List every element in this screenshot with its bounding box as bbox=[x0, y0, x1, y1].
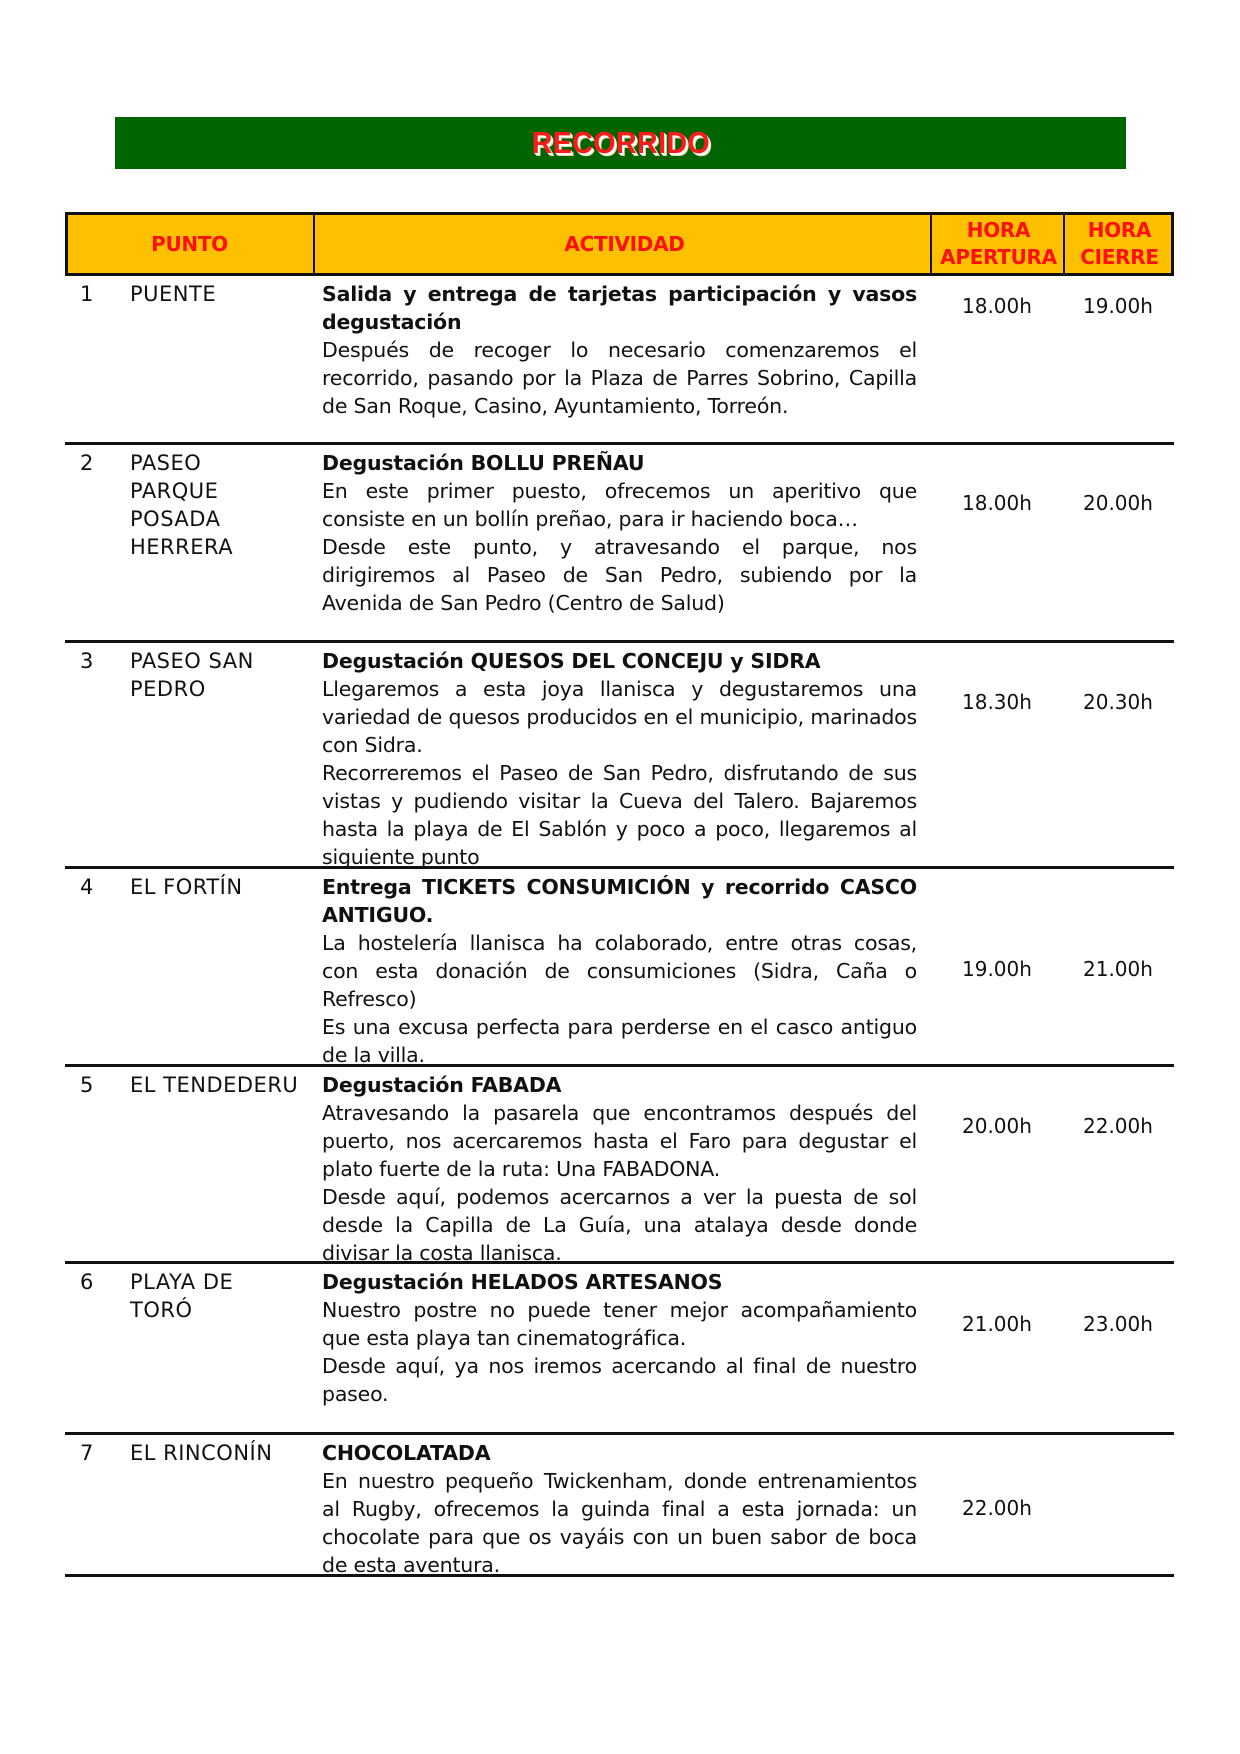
punto-line: TORÓ bbox=[130, 1298, 193, 1322]
header-punto-label: PUNTO bbox=[151, 231, 228, 256]
punto-line: PASEO SAN bbox=[130, 649, 254, 673]
hora-apertura: 18.00h bbox=[962, 294, 1032, 318]
hora-cierre: 21.00h bbox=[1083, 957, 1153, 981]
punto-line: PARQUE bbox=[130, 479, 219, 503]
row-actividad bbox=[322, 873, 917, 1069]
actividad-title: Entrega TICKETS CONSUMICIÓN y recorrido CASCO ANTIGUO. bbox=[322, 875, 917, 927]
actividad-description: Desde este punto, y atravesando el parque, nos dirigiremos al Paseo de San Pedro, subiendo por la Avenida de San Pedro (Centro de Salud) bbox=[322, 535, 917, 615]
punto-line: POSADA bbox=[130, 507, 221, 531]
page-title: RECORRIDO bbox=[531, 125, 710, 160]
row-actividad bbox=[322, 449, 917, 617]
actividad-description: Llegaremos a esta joya llanisca y degustaremos una variedad de quesos producidos en el municipio, marinados con Sidra. bbox=[322, 677, 917, 757]
punto-line: PEDRO bbox=[130, 677, 206, 701]
actividad-description: En nuestro pequeño Twickenham, donde entrenamientos al Rugby, ofrecemos la guinda final a esta jornada: un chocolate para que os vayáis con un buen sabor de boca de esta aventura. bbox=[322, 1469, 917, 1577]
punto-line: EL TENDEDERU bbox=[130, 1073, 299, 1097]
actividad-description: Desde aquí, ya nos iremos acercando al final de nuestro paseo. bbox=[322, 1354, 917, 1406]
punto-line: HERRERA bbox=[130, 535, 234, 559]
table-row bbox=[65, 869, 1174, 1067]
table-row bbox=[65, 643, 1174, 869]
table-row bbox=[65, 1435, 1174, 1577]
hora-cierre: 20.00h bbox=[1083, 491, 1153, 515]
row-number: 2 bbox=[80, 451, 94, 475]
hora-apertura: 20.00h bbox=[962, 1114, 1032, 1138]
punto-line: PLAYA DE bbox=[130, 1270, 234, 1294]
row-actividad bbox=[322, 1071, 917, 1267]
hora-apertura: 18.00h bbox=[962, 491, 1032, 515]
row-actividad bbox=[322, 280, 917, 420]
row-punto bbox=[130, 1268, 310, 1324]
route-table bbox=[65, 212, 1174, 1577]
header-hora-cierre bbox=[1063, 215, 1174, 273]
header-apertura-line2: APERTURA bbox=[940, 245, 1057, 269]
hora-cierre: 23.00h bbox=[1083, 1312, 1153, 1336]
title-bar bbox=[115, 117, 1126, 169]
actividad-description: Recorreremos el Paseo de San Pedro, disfrutando de sus vistas y pudiendo visitar la Cueva del Talero. Bajaremos hasta la playa de El Sablón y poco a poco, llegaremos al siguiente punto bbox=[322, 761, 917, 869]
row-punto bbox=[130, 280, 310, 308]
header-actividad-label: ACTIVIDAD bbox=[564, 231, 685, 256]
actividad-title: Degustación HELADOS ARTESANOS bbox=[322, 1270, 723, 1294]
hora-apertura: 22.00h bbox=[962, 1496, 1032, 1520]
hora-apertura: 18.30h bbox=[962, 690, 1032, 714]
table-row bbox=[65, 276, 1174, 445]
row-number: 4 bbox=[80, 875, 94, 899]
punto-line: PASEO bbox=[130, 451, 202, 475]
table-row bbox=[65, 1264, 1174, 1435]
actividad-description: Después de recoger lo necesario comenzaremos el recorrido, pasando por la Plaza de Parres Sobrino, Capilla de San Roque, Casino, Ayuntamiento, Torreón. bbox=[322, 338, 917, 418]
punto-line: EL RINCONÍN bbox=[130, 1441, 273, 1465]
actividad-description: En este primer puesto, ofrecemos un aperitivo que consiste en un bollín preñao, para ir haciendo boca… bbox=[322, 479, 917, 531]
table-header bbox=[65, 212, 1174, 276]
row-punto bbox=[130, 449, 310, 561]
row-actividad bbox=[322, 1439, 917, 1579]
header-punto bbox=[68, 215, 311, 273]
actividad-description: Nuestro postre no puede tener mejor acompañamiento que esta playa tan cinematográfica. bbox=[322, 1298, 917, 1350]
header-hora-apertura bbox=[930, 215, 1065, 273]
actividad-description: Es una excusa perfecta para perderse en el casco antiguo de la villa. bbox=[322, 1015, 917, 1067]
header-cierre-line1: HORA bbox=[1087, 218, 1152, 242]
row-number: 1 bbox=[80, 282, 94, 306]
actividad-title: Degustación QUESOS DEL CONCEJU y SIDRA bbox=[322, 649, 821, 673]
hora-cierre: 22.00h bbox=[1083, 1114, 1153, 1138]
row-punto bbox=[130, 1071, 310, 1099]
actividad-description: Atravesando la pasarela que encontramos después del puerto, nos acercaremos hasta el Faro para degustar el plato fuerte de la ruta: Una FABADONA. bbox=[322, 1101, 917, 1181]
row-punto bbox=[130, 1439, 310, 1467]
row-number: 5 bbox=[80, 1073, 94, 1097]
hora-apertura: 21.00h bbox=[962, 1312, 1032, 1336]
row-number: 7 bbox=[80, 1441, 94, 1465]
header-cierre-line2: CIERRE bbox=[1080, 245, 1159, 269]
actividad-title: Degustación FABADA bbox=[322, 1073, 562, 1097]
actividad-description: La hostelería llanisca ha colaborado, entre otras cosas, con esta donación de consumiciones (Sidra, Caña o Refresco) bbox=[322, 931, 917, 1011]
table-row bbox=[65, 1067, 1174, 1264]
row-actividad bbox=[322, 647, 917, 871]
row-punto bbox=[130, 647, 310, 703]
hora-apertura: 19.00h bbox=[962, 957, 1032, 981]
row-number: 3 bbox=[80, 649, 94, 673]
hora-cierre: 20.30h bbox=[1083, 690, 1153, 714]
actividad-description: Desde aquí, podemos acercarnos a ver la puesta de sol desde la Capilla de La Guía, una atalaya desde donde divisar la costa llanisca. bbox=[322, 1185, 917, 1265]
actividad-title: Salida y entrega de tarjetas participación y vasos degustación bbox=[322, 282, 917, 334]
row-number: 6 bbox=[80, 1270, 94, 1294]
header-apertura-line1: HORA bbox=[966, 218, 1031, 242]
table-row bbox=[65, 445, 1174, 643]
row-punto bbox=[130, 873, 310, 901]
row-actividad bbox=[322, 1268, 917, 1408]
header-actividad bbox=[313, 215, 934, 273]
actividad-title: Degustación BOLLU PREÑAU bbox=[322, 451, 645, 475]
actividad-title: CHOCOLATADA bbox=[322, 1441, 491, 1465]
hora-cierre: 19.00h bbox=[1083, 294, 1153, 318]
punto-line: EL FORTÍN bbox=[130, 875, 243, 899]
punto-line: PUENTE bbox=[130, 282, 217, 306]
